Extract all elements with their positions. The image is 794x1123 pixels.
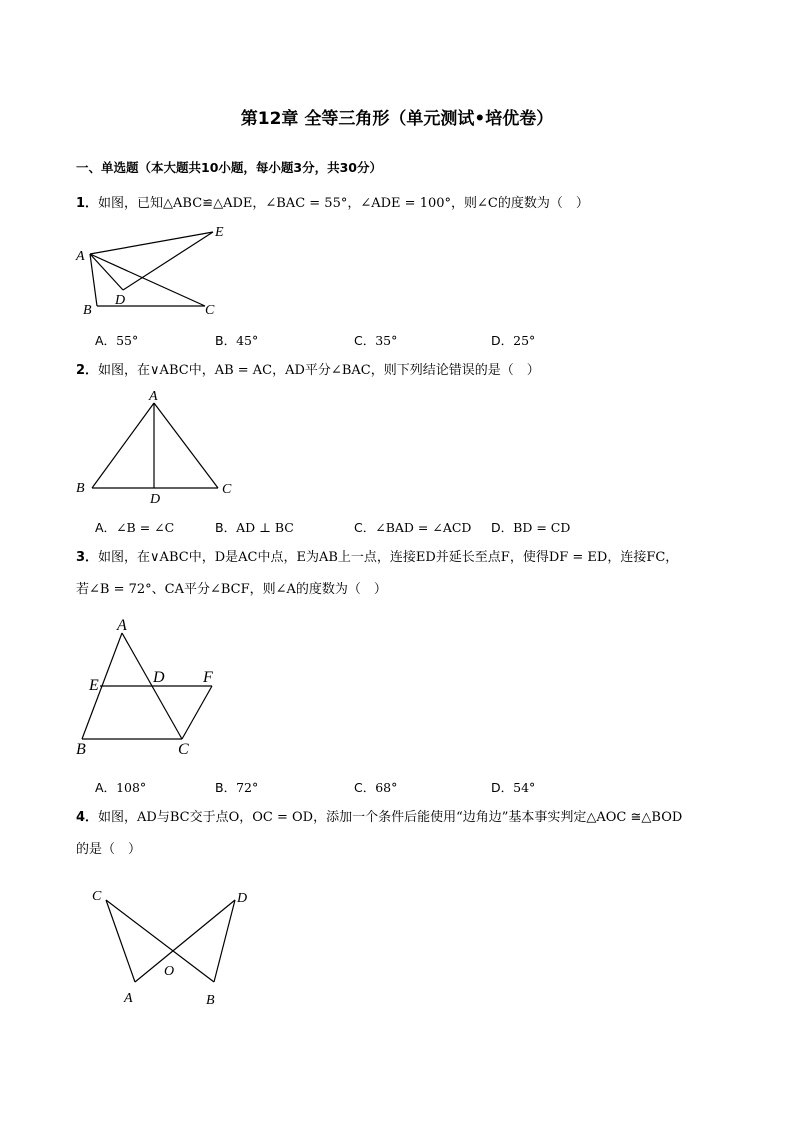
segment-fc — [182, 686, 212, 739]
label-f: F — [203, 669, 213, 686]
segment-ab — [92, 403, 154, 488]
segment-de — [123, 232, 213, 290]
question-3 — [76, 548, 678, 568]
label-c: C — [205, 303, 215, 318]
question-number: 4． — [76, 810, 99, 825]
option-b[interactable]: B．45° — [215, 333, 259, 348]
question-text-line1: 如图，AD与BC交于点O，OC = OD，添加一个条件后能使用“边角边”基本事实判定△AOC ≅△BOD — [98, 810, 683, 825]
segment-cb — [106, 900, 214, 982]
figure-q1 — [70, 218, 250, 320]
question-4-line2: 的是（ ） — [76, 842, 142, 857]
label-d: D — [237, 891, 248, 906]
label-a: A — [76, 249, 85, 264]
label-b: B — [83, 303, 92, 318]
segment-ab — [90, 254, 97, 306]
question-number: 1． — [76, 196, 99, 211]
label-a: A — [117, 617, 127, 634]
option-a[interactable]: A．∠B = ∠C — [95, 520, 175, 535]
label-c: C — [222, 482, 232, 497]
section-heading: 一、单选题（本大题共10小题，每小题3分，共30分） — [76, 160, 382, 175]
label-d: D — [150, 492, 161, 507]
label-a: A — [124, 991, 133, 1006]
label-a: A — [149, 389, 158, 404]
option-c[interactable]: C．∠BAD = ∠ACD — [354, 520, 472, 535]
option-b[interactable]: B．72° — [215, 780, 259, 795]
label-b: B — [76, 481, 85, 496]
question-text-line1: 如图，在∨ABC中，D是AC中点，E为AB上一点，连接ED并延长至点F，使得DF = ED，连接FC， — [98, 550, 679, 565]
segment-ad — [135, 900, 235, 982]
label-c: C — [178, 741, 189, 758]
option-c[interactable]: C．35° — [354, 333, 398, 348]
label-b: B — [206, 993, 215, 1008]
page-title: 第12章 全等三角形（单元测试•培优卷） — [240, 109, 554, 129]
segment-ae — [90, 232, 213, 254]
segment-ac — [90, 254, 205, 306]
segment-bd — [214, 900, 235, 982]
figure-q2 — [70, 385, 250, 509]
label-c: C — [92, 889, 102, 904]
question-text: 如图，已知△ABC≌△ADE，∠BAC = 55°，∠ADE = 100°，则∠C的度数为（ ） — [98, 196, 589, 211]
option-d[interactable]: D．25° — [491, 333, 536, 348]
question-number: 3． — [76, 550, 99, 565]
label-e: E — [89, 677, 99, 694]
label-o: O — [164, 964, 175, 979]
segment-ca — [106, 900, 135, 982]
option-c[interactable]: C．68° — [354, 780, 398, 795]
figure-q4 — [80, 876, 270, 1016]
option-a[interactable]: A．55° — [95, 333, 139, 348]
label-b: B — [76, 741, 86, 758]
question-number: 2． — [76, 363, 99, 378]
label-e: E — [215, 225, 224, 240]
segment-ad — [90, 254, 123, 290]
option-d[interactable]: D．54° — [491, 780, 536, 795]
segment-ac — [154, 403, 218, 488]
label-d: D — [153, 669, 165, 686]
figure-q3 — [70, 608, 240, 758]
option-a[interactable]: A．108° — [95, 780, 147, 795]
label-d: D — [115, 293, 126, 308]
question-text: 如图，在∨ABC中，AB = AC，AD平分∠BAC，则下列结论错误的是（ ） — [98, 363, 540, 378]
question-1 — [76, 194, 589, 214]
question-3-line2: 若∠B = 72°、CA平分∠BCF，则∠A的度数为（ ） — [76, 582, 387, 597]
option-b[interactable]: B．AD ⊥ BC — [215, 520, 294, 535]
question-4 — [76, 808, 682, 828]
question-2 — [76, 361, 540, 381]
option-d[interactable]: D．BD = CD — [491, 520, 571, 535]
